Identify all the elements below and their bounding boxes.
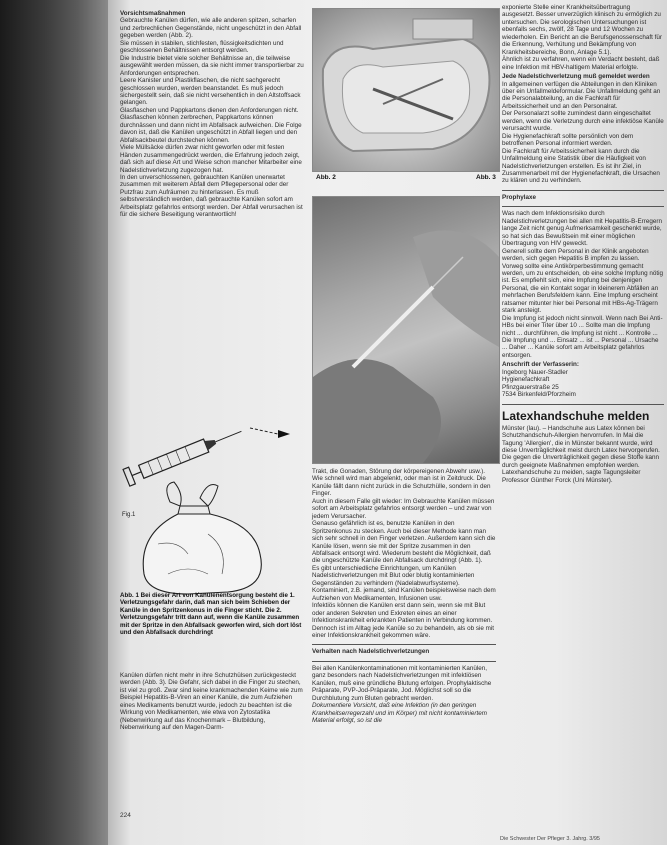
paragraph: Gebrauchte Kanülen dürfen, wie alle anderen spitzen, scharfen und zerbrechlichen Gegenstände, nicht ungeschützt in den Abfall gegeben werden (Abb. 2). [120, 17, 302, 40]
journal-footer: Die Schwester Der Pfleger 3. Jahrg. 3/95 [500, 836, 600, 842]
paragraph: exponierte Stelle einer Krankheitsübertragung ausgesetzt. Besser unverzüglich klinisch zu ermöglich zu untersuchen. Die serologischen Untersuchungen ist ebenfalls sechs, zwölf, 28 Tage und 12 Wochen zu wiederholen. Ein Bericht an die Berufsgenossenschaft für die Erkennung, Verhütung und Bekämpfung von Krankheitsbereiche, Bonn, Anlage 5.1). [502, 4, 662, 56]
section-heading: Jede Nadelstichverletzung muß gemeldet werden [502, 73, 650, 81]
paragraph: Kontaminiert, z.B. jemand, sind Kanülen beispielsweise nach dem Aufziehen von Medikamenten, Infusionen usw. [312, 587, 496, 602]
divider [312, 644, 496, 645]
paragraph: Glasflaschen und Pappkartons dienen den Anforderungen nicht. Glasflaschen können zerbrechen, Pappkartons können durchnässen und dann nicht im Abfallsack aufweichen. Die Folge davon ist, daß die Kanülen ungeschützt in Abfall liegen und den Abfallsackbeutel durchstechen können. [120, 106, 302, 144]
address-line: Pfinzgauerstraße 25 [502, 383, 559, 391]
paragraph: Leere Kanister und Plastikflaschen, die nicht sachgerecht geschlossen wurden, werden beanstandet. Es muß jedoch sichergestellt sein, daß sie nicht versehentlich in den Altstoffsack gelangen. [120, 77, 301, 107]
column-3 [502, 4, 664, 484]
divider [312, 661, 496, 662]
photo-caption-abb2: Abb. 2 [316, 174, 336, 181]
book-spine-shadow [0, 0, 110, 845]
paragraph: Infektiös können die Kanülen erst dann sein, wenn sie mit Blut oder anderen Sekreten und Exkreten eines an einer Infektionskrankheit erkrankten Patienten in Verbindung kommen. Dennoch ist im Alltag jede Kanüle so zu behandeln, als ob sie mit einer Infektionskrankheit gekommen wäre. [312, 602, 495, 639]
paragraph: Die Impfung ist jedoch nicht sinnvoll. Wenn nach Bei Anti-HBs bei einer Titer über 10 ... Sollte man die Impfung nicht ... durchführen, die Impfung ist nicht ... Kontrolle ... Die Impfung und ... Einsatz ... ist ... Personal ... Ursache ... Daher ... Kanüle sofort am Arbeitsplatz gefahrlos entsorgen. [502, 314, 663, 359]
paragraph: Auch in diesem Falle gilt wieder: Im Gebrauchte Kanülen müssen sofort am Arbeitsplatz gefahrlos entsorgt werden – und zwar von jedem Verursacher. [312, 497, 495, 520]
figure-label: Fig.1 [122, 512, 136, 518]
paragraph: Viele Müllsäcke dürfen zwar nicht geworfen oder mit festen Händen zusammengedrückt werden, die Erfahrung jedoch zeigt, daß sich auf diese Art und Weise schon mancher Mitarbeiter eine Nadelstichverletzung zugezogen hat. [120, 144, 302, 174]
paragraph: Die Industrie bietet viele solcher Behältnisse an, die teilweise ausgewählt werden müssen, da sie nicht immer transportierbar zu Anforderungen entsprechen. [120, 54, 304, 77]
paragraph: Es gibt unterschiedliche Einrichtungen, um Kanülen Nadelstichverletzungen mit Blut oder blutig kontaminierten Gegenständen zu verhindern (Nadelabwurfsysteme). [312, 564, 475, 587]
paragraph: Münster (lau). – Handschuhe aus Latex können bei Schutzhandschuh-Allergien hervorrufen. In Mai die Tagung 'Allergien', die in Münster bekannt wurde, wird diese Unverträglichkeit meist durch Latex hervorgerufen. Die gegen die Unverträglichkeit gegen diese Stoffe kann durch geeignete Maßnahmen empfohlen werden. Latexhandschuhe zu meiden, sagte Tagungsleiter Professor Günther Forck (Uni Münster). [502, 424, 660, 484]
paragraph: Vorweg sollte eine Antikörperbestimmung gemacht werden, um zu entscheiden, ob eine solche Impfung nötig ist. Es empfiehlt sich, eine Impfung bei denjenigen Personal, die ein Kontakt sogar in kleinerem Abfällen an mehrfachen Berufsfeldern kann. Eine Impfung erscheint ratsamer mitunter hier bei Personal mit HBs-Ag-Trägern stark ansteigt. [502, 262, 664, 315]
paragraph: Die Fachkraft für Arbeitssicherheit kann durch die Unfallmeldung eine Statistik über die Häufigkeit von Nadelstichverletzungen erstellen. Es ist ihr Ziel, in Zusammenarbeit mit der Hygienefachkraft, die Ursachen zu klären und zu verhindern. [502, 147, 660, 185]
section-heading: Verhalten nach Nadelstichverletzungen [312, 648, 430, 656]
column-1-bottom [120, 672, 304, 732]
address-heading: Anschrift der Verfasserin: [502, 361, 579, 369]
paragraph: Was nach dem Infektionsrisiko durch Nadelstichverletzungen bei allen mit Hepatitis-B-Erregern lange Zeit nicht genug Aufmerksamkeit geschenkt wurde, so hat sich das Bewußtsein mit einer möglichen Übertragung von HIV geweckt. [502, 210, 662, 248]
address-line: Ingeborg Nauer-Stadler [502, 368, 568, 376]
paragraph: Kanülen dürfen nicht mehr in ihre Schutzhülsen zurückgesteckt werden (Abb. 3). Die Gefahr, sich dabei in die Finger zu stechen, ist viel zu groß. Zwar sind keine krankmachenden Keime wie zum Beispiel Hepatitis-B-Viren an einer Kanüle, die zum Aufziehen eines Medikaments benutzt wurde, jedoch zu beachten ist die Wirkung von Medikamenten, wie etwa von Zytostatika (Nebenwirkung auf das Knochenmark – Blutbildung, Nebenwirkung auf den Magen-Darm- [120, 672, 303, 732]
photo-needle-recapping [312, 196, 500, 464]
section-heading: Vorsichtsmaßnahmen [120, 10, 186, 17]
paragraph: Dokumentiere Vorsicht, daß eine Infektion (in den geringen Krankheitserregerzahl und im Körper) mit nicht kontaminiertem Material erfolgt, so ist die [312, 702, 487, 725]
column-2 [312, 468, 496, 725]
paragraph: Sie müssen in stabilen, stichfesten, flüssigkeitsdichten und geschlossenen Behältnissen entsorgt werden. [120, 39, 284, 55]
divider [502, 206, 664, 207]
paragraph: In allgemeinen verfügen die Abteilungen in den Kliniken über ein Unfallmeldeformular. Die Unfallmeldung geht an die Personalabteilung, an die Fachkraft für Arbeitssicherheit und an den Personalrat. [502, 80, 661, 110]
recap-photo-sketch [313, 197, 499, 463]
column-1 [120, 8, 304, 219]
page-number: 224 [120, 812, 131, 819]
tray-photo-sketch [313, 9, 499, 171]
paragraph: In den unverschlossenen, gebrauchten Kanülen unerwartet zusammen mit weiterem Abfall dem Pflegepersonal oder der Putzfrau zum Aufräumen zu hinterlassen. Es muß selbstverständlich werden, daß gebrauchte Kanülen sofort am Arbeitsplatz gefahrlos entsorgt werden. Der Abfall verursachen ist für die sichere Beseitigung verantwortlich! [120, 173, 303, 219]
divider [502, 190, 664, 191]
figure-1-caption: Abb. 1 Bei dieser Art von Kanülenentsorgung besteht die 1. Verletzungsgefahr darin, daß man sich beim Schieben der Kanüle in den Spritzenkonus in die Finger sticht. Die 2. Verletzungsgefahr tritt dann auf, wenn die Kanüle zusammen mit der Spritze in den Abfallsack geworfen wird, sich dort löst und den Abfallsack durchdringt [120, 592, 302, 637]
paragraph: Der Personalarzt sollte zumindest dann eingeschaltet werden, wenn die Verletzung durch eine infektiöse Kanüle verursacht wurde. [502, 110, 664, 133]
syringe-drawing [123, 424, 245, 486]
address-line: 7534 Birkenfeld/Pforzheim [502, 391, 576, 399]
paragraph: Wie schnell wird man abgelenkt, oder man ist in Zeitdruck. Die Kanüle fällt dann nicht zurück in die Schutzhülle, sondern in den Finger. [312, 475, 491, 498]
photo-syringe-tray [312, 8, 500, 172]
paragraph: Die Hygienefachkraft sollte persönlich von dem betroffenen Personal informiert werden. [502, 132, 634, 148]
article-headline: Latexhandschuhe melden [502, 408, 650, 423]
paragraph: Bei allen Kanülenkontaminationen mit kontaminierten Kanülen, ganz besonders nach Nadelstichverletzungen mit infektiösen Kanülen, muß eine gründliche Blutung erfolgen. Prophylaktische Präparate, PVP-Jod-Präparate, Jod. Möglichst soll so die Durchblutung zum Bluten gebracht werden. [312, 664, 492, 702]
address-line: Hygienefachkraft [502, 376, 550, 384]
photo-caption-abb3: Abb. 3 [476, 174, 496, 181]
arrow-icon [278, 430, 290, 438]
paragraph: Genauso gefährlich ist es, benutzte Kanülen in den Spritzenkonus zu stecken. Auch bei dieser Methode kann man sich sehr schnell in den Finger verletzen. Außerdem kann sich die Kanüle lösen, wenn sie mit der Spritze zusammen in den Abfallsack entsorgt wird. Wiederum besteht die Möglichkeit, daß die ungeschützte Kanüle den Abfallsack durchdringt (Abb. 1). [312, 520, 496, 565]
section-heading: Prophylaxe [502, 193, 536, 201]
divider [502, 404, 664, 405]
paragraph: Ähnlich ist zu verfahren, wenn ein Verdacht besteht, daß eine Infektion mit HBV-haltigem Material erfolgte. [502, 56, 660, 71]
paragraph: Generell sollte dem Personal in der Klinik angeboten werden, sich gegen Hepatitis B impfen zu lassen. [502, 247, 649, 263]
paragraph: Trakt, die Gonaden, Störung der körpereigenen Abwehr usw.). [312, 468, 486, 475]
